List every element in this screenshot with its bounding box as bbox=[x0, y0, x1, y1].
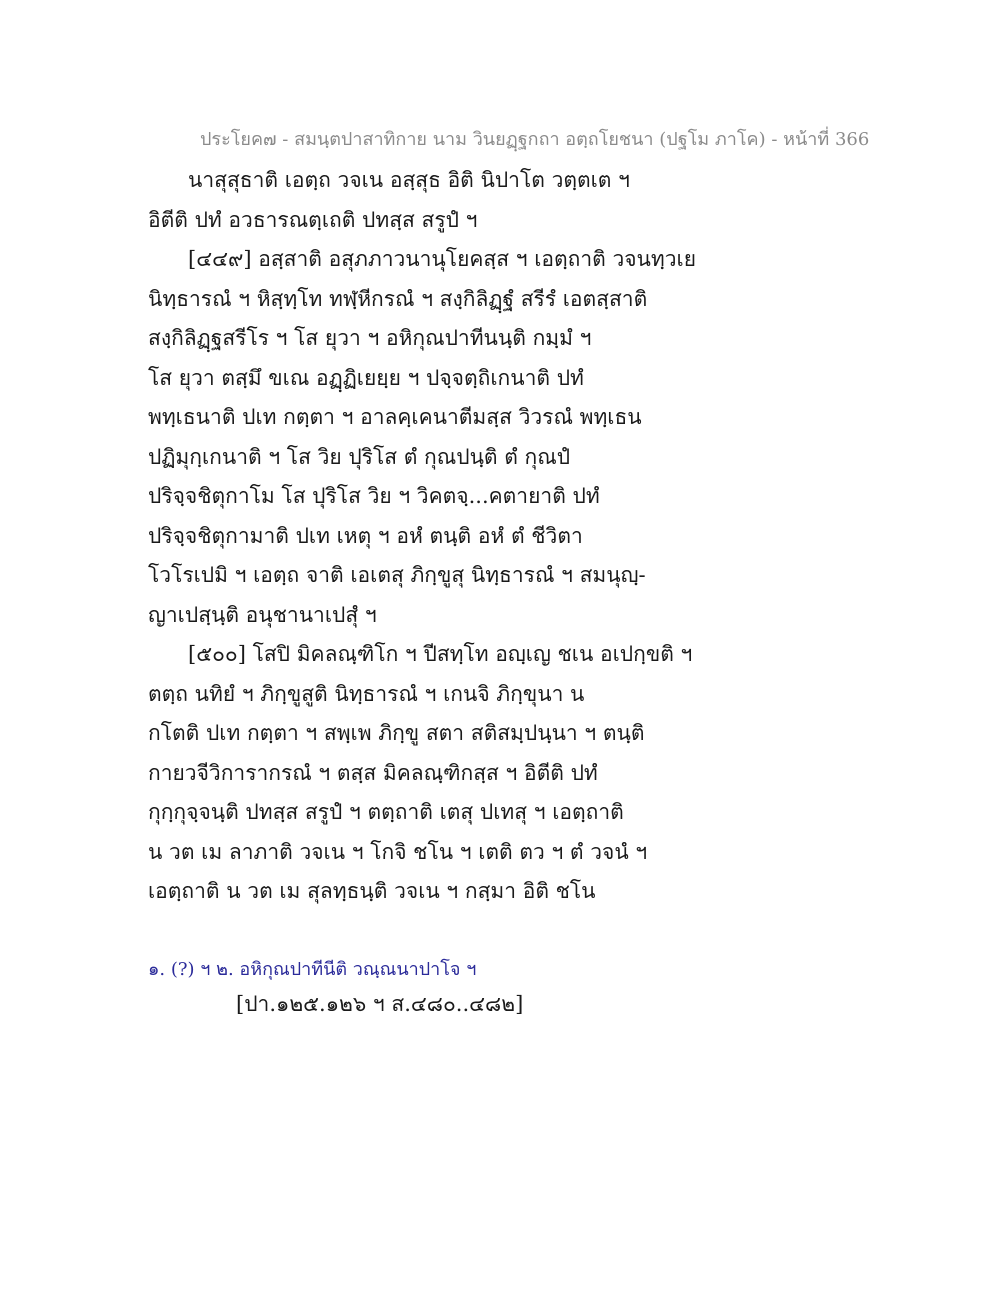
page-reference: [ปา.๑๒๕.๑๒๖ ฯ ส.๔๘๐..๔๘๒] bbox=[236, 992, 524, 1016]
text-line: นาสุสุธาติ เอตฺถ วจเน อสฺสุธ อิติ นิปาโต วตฺตเต ฯ bbox=[188, 168, 630, 192]
text-line: น วต เม ลาภาติ วจเน ฯ โกจิ ชโน ฯ เตติ ตว ฯ ตํ วจนํ ฯ bbox=[148, 839, 648, 864]
text-line: เอตฺถาติ น วต เม สุลทฺธนฺติ วจเน ฯ กสฺมา อิติ ชโน bbox=[148, 879, 596, 903]
text-line: ตตฺถ นทิยํ ฯ ภิกฺขูสูติ นิทฺธารณํ ฯ เกนจิ ภิกฺขุนา น bbox=[148, 681, 585, 706]
text-line: ญาเปสฺนฺติ อนุชานาเปสุํ ฯ bbox=[148, 602, 377, 627]
text-line: โส ยุวา ตสฺมึ ขเณ อฏฺฏิเยยฺย ฯ ปจฺจตฺถิเกนาติ ปทํ bbox=[148, 365, 584, 390]
text-line: [๔๔๙] อสฺสาติ อสุภภาวนานุโยคสฺส ฯ เอตฺถาติ วจนทฺวเย bbox=[188, 247, 697, 271]
text-line: กุกฺกุจฺจนฺติ ปทสฺส สรูปํ ฯ ตตฺถาติ เตสุ ปเทสุ ฯ เอตฺถาติ bbox=[148, 800, 624, 824]
text-line: ปริจฺจชิตุกามาติ ปเท เหตุ ฯ อหํ ตนฺติ อหํ ตํ ชีวิตา bbox=[148, 523, 583, 548]
text-line: นิทฺธารณํ ฯ หิสฺทฺโท ทฬฺหีกรณํ ฯ สงฺกิลิฏฺฐํ สรีรํ เอตสฺสาติ bbox=[148, 286, 648, 311]
text-line: กายวจีวิการากรณํ ฯ ตสฺส มิคลณฺฑิกสฺส ฯ อิตีติ ปทํ bbox=[148, 760, 598, 785]
text-line: พทฺเธนาติ ปเท กตฺตา ฯ อาลคฺเคนาตีมสฺส วิวรณํ พทฺเธน bbox=[148, 405, 642, 429]
text-line: ปริจฺจชิตุกาโม โส ปุริโส วิย ฯ วิคตจฺ...คตายาติ ปทํ bbox=[148, 484, 600, 508]
body-text bbox=[148, 161, 908, 912]
text-line: อิตีติ ปทํ อวธารณตฺเถติ ปทสฺส สรูปํ ฯ bbox=[148, 207, 478, 232]
text-line: โวโรเปมิ ฯ เอตฺถ จาติ เอเตสุ ภิกฺขูสุ นิทฺธารณํ ฯ สมนุญฺ- bbox=[148, 563, 646, 587]
running-header: ประโยค๗ - สมนฺตปาสาทิกาย นาม วินยฏฺฐกถา อตฺถโยชนา (ปฐโม ภาโค) - หน้าที่ 366 bbox=[200, 129, 870, 150]
footnotes: ๑. (?) ฯ ๒. อหิกุณปาทีนีติ วณฺณนาปาโจ ฯ bbox=[148, 959, 477, 980]
text-line: กโตติ ปเท กตฺตา ฯ สพฺเพ ภิกฺขู สตา สติสมฺปนฺนา ฯ ตนฺติ bbox=[148, 721, 645, 745]
text-line: สงฺกิลิฏฺฐสรีโร ฯ โส ยุวา ฯ อหิกุณปาทีนนฺติ กมฺมํ ฯ bbox=[148, 326, 592, 350]
text-line: ปฏิมุกฺเกนาติ ฯ โส วิย ปุริโส ตํ กุณปนฺติ ตํ กุณปํ bbox=[148, 444, 571, 469]
text-line: [๕๐๐] โสปิ มิคลณฺฑิโก ฯ ปีสทฺโท อญฺเญ ชเน อเปกฺขติ ฯ bbox=[188, 642, 693, 666]
